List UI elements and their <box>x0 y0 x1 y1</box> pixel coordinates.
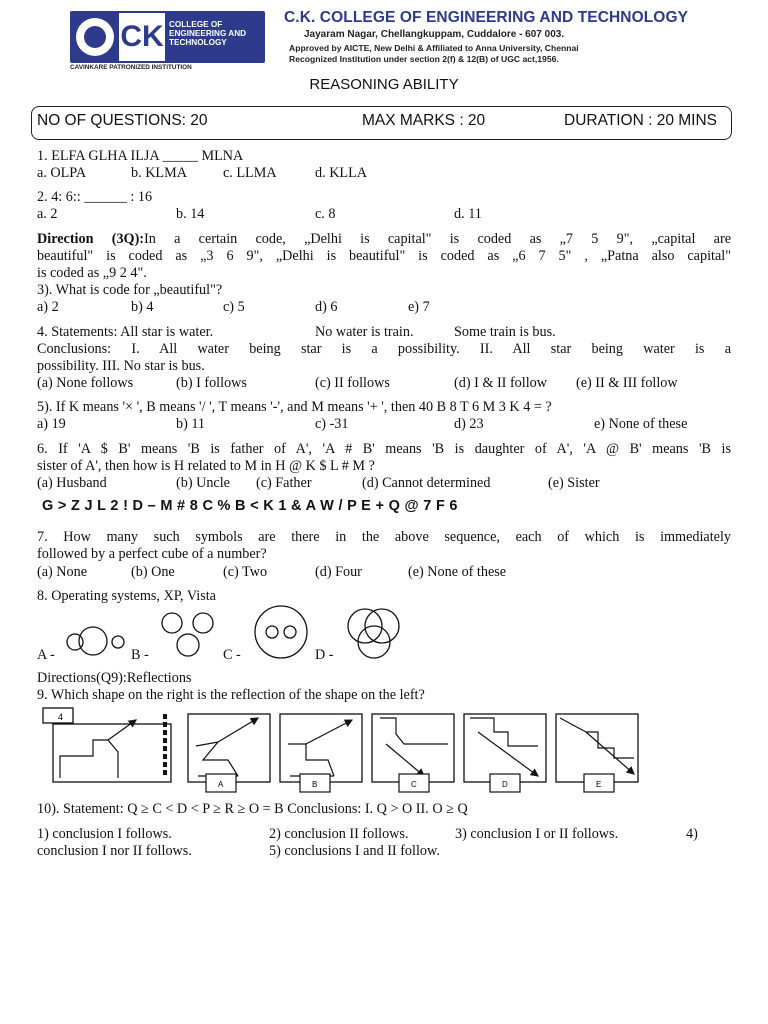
q3-option-d: d) 6 <box>315 299 338 315</box>
q3-direction-line1 <box>37 231 731 248</box>
q3-option-b: b) 4 <box>131 299 154 315</box>
q7-option-e: (e) None of these <box>408 564 507 580</box>
q5-option-a: a) 19 <box>37 416 66 432</box>
q6-option-c: (c) Father <box>256 475 312 491</box>
college-address: Jayaram Nagar, Chellangkuppam, Cuddalore - 607 003. <box>304 29 565 40</box>
q2-option-c: c. 8 <box>315 206 336 222</box>
question-count: NO OF QUESTIONS: 20 <box>37 112 208 129</box>
q9-text: 9. Which shape on the right is the reflection of the shape on the left? <box>37 687 425 703</box>
q1-option-a: a. OLPA <box>37 165 87 181</box>
q2-option-b: b. 14 <box>176 206 205 222</box>
duration: DURATION : 20 MINS <box>564 112 718 129</box>
answer-label-b: B <box>312 780 318 789</box>
q1-option-c: c. LLMA <box>223 165 277 181</box>
q10-option-2: 2) conclusion II follows. <box>269 826 409 842</box>
college-recognition: Recognized Institution under section 2(f) & 12(B) of UGC act,1956. <box>289 54 559 64</box>
answer-figure-a <box>188 714 270 792</box>
answer-label-d: D <box>502 780 508 789</box>
reflection-figures <box>38 704 648 794</box>
q8-text: 8. Operating systems, XP, Vista <box>37 588 216 604</box>
q3-direction-line3: is coded as „9 2 4". <box>37 265 147 281</box>
q3-option-a: a) 2 <box>37 299 59 315</box>
q4-conclusions-line1: Conclusions: I. All water being star is a possibility. II. All star being water is a <box>37 341 731 357</box>
q9-direction: Directions(Q9):Reflections <box>37 670 192 686</box>
college-name: C.K. COLLEGE OF ENGINEERING AND TECHNOLOGY <box>284 9 689 26</box>
q1-text: 1. ELFA GLHA ILJA _____ MLNA <box>37 148 244 164</box>
q5-option-b: b) 11 <box>176 416 206 432</box>
q3-direction-line2: beautiful" is coded as „3 6 9", „Delhi is beautiful" is coded as „6 7 5" , „Patna also capital" <box>37 248 731 264</box>
q5-option-d: d) 23 <box>454 416 484 432</box>
q4-conclusions-line2: possibility. III. No star is bus. <box>37 358 205 374</box>
q5-option-e: e) None of these <box>594 416 688 432</box>
q1-option-b: b. KLMA <box>131 165 187 181</box>
venn-diagram-c <box>248 604 318 664</box>
q6-line2: sister of A', then how is H related to M in H @ K $ L # M ? <box>37 458 375 474</box>
venn-diagram-d <box>340 604 410 664</box>
college-emblem-inner <box>84 26 106 48</box>
q7-option-c: (c) Two <box>223 564 268 580</box>
max-marks: MAX MARKS : 20 <box>362 112 486 129</box>
q2-option-a: a. 2 <box>37 206 58 222</box>
q10-text: 10). Statement: Q ≥ C < D < P ≥ R ≥ O = B Conclusions: I. Q > O II. O ≥ Q <box>37 801 468 817</box>
q6-option-d: (d) Cannot determined <box>362 475 491 491</box>
q6-option-e: (e) Sister <box>548 475 600 491</box>
q7-line2: followed by a perfect cube of a number? <box>37 546 267 562</box>
q7-line1: 7. How many such symbols are there in the above sequence, each of which is immediately <box>37 529 731 545</box>
q6-line1: 6. If 'A $ B' means 'B is father of A', 'A # B' means 'B is daughter of A', 'A @ B' means 'B is <box>37 441 731 457</box>
venn-diagram-b <box>155 608 225 660</box>
answer-figure-b <box>280 714 362 792</box>
q4-option-e: (e) II & III follow <box>576 375 678 391</box>
logo-text: COLLEGE OF ENGINEERING AND TECHNOLOGY <box>169 20 247 47</box>
logo-tagline: CAVINKARE PATRONIZED INSTITUTION <box>70 64 192 71</box>
q10-option-4-number: 4) <box>686 826 698 842</box>
q10-option-5: 5) conclusions I and II follow. <box>269 843 440 859</box>
question-figure-label: 4 <box>58 712 64 722</box>
q5-option-c: c) -31 <box>315 416 349 432</box>
college-approval: Approved by AICTE, New Delhi & Affiliated to Anna University, Chennai <box>289 43 579 53</box>
q3-option-c: c) 5 <box>223 299 245 315</box>
q7-option-d: (d) Four <box>315 564 362 580</box>
q8-option-d: D - <box>315 647 334 663</box>
q3-direction-label: Direction (3Q): <box>37 231 145 247</box>
q10-option-1: 1) conclusion I follows. <box>37 826 172 842</box>
q3-direction-text: In a certain code, „Delhi is capital" is coded as „7 5 9", „capital are <box>144 231 731 247</box>
q7-option-b: (b) One <box>131 564 175 580</box>
q4-statement-b: No water is train. <box>315 324 414 340</box>
logo-letters: CK <box>119 13 165 61</box>
q8-option-c: C - <box>223 647 241 663</box>
q7-option-a: (a) None <box>37 564 88 580</box>
q10-option-4-text: conclusion I nor II follows. <box>37 843 192 859</box>
q6-option-a: (a) Husband <box>37 475 107 491</box>
q1-option-d: d. KLLA <box>315 165 368 181</box>
answer-label-a: A <box>218 780 224 789</box>
q4-statement-a: 4. Statements: All star is water. <box>37 324 214 340</box>
symbol-sequence: G > Z J L 2 ! D – M # 8 C % B < K 1 & A W / P E + Q @ 7 F 6 <box>42 498 458 514</box>
q3-option-e: e) 7 <box>408 299 430 315</box>
q6-option-b: (b) Uncle <box>176 475 230 491</box>
q5-text: 5). If K means '× ', B means '/ ', T means '-', and M means '+ ', then 40 B 8 T 6 M 3 K 4 = ? <box>37 399 552 415</box>
q4-option-d: (d) I & II follow <box>454 375 547 391</box>
q2-text: 2. 4: 6:: ______ : 16 <box>37 189 153 205</box>
q8-option-b: B - <box>131 647 149 663</box>
answer-label-e: E <box>596 780 602 789</box>
section-title: REASONING ABILITY <box>309 76 459 93</box>
q10-option-3: 3) conclusion I or II follows. <box>455 826 619 842</box>
q8-option-a: A - <box>37 647 55 663</box>
q3-text: 3). What is code for „beautiful"? <box>37 282 223 298</box>
q2-option-d: d. 11 <box>454 206 482 222</box>
answer-label-c: C <box>411 780 417 789</box>
q4-option-c: (c) II follows <box>315 375 390 391</box>
mirror-line <box>163 714 167 775</box>
q4-option-a: (a) None follows <box>37 375 134 391</box>
q4-option-b: (b) I follows <box>176 375 247 391</box>
venn-diagram-a <box>60 620 130 662</box>
q4-statement-c: Some train is bus. <box>454 324 556 340</box>
